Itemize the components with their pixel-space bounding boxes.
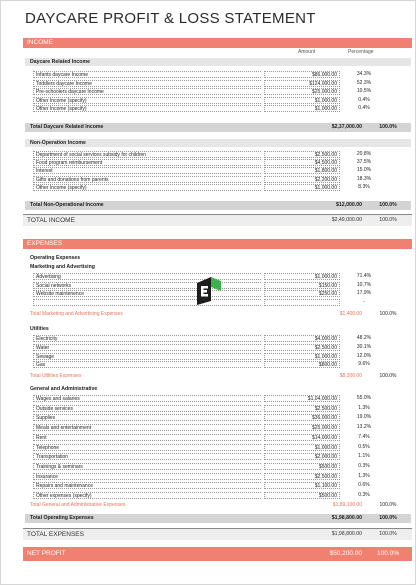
row-amount[interactable]: $2,500.00 (264, 405, 340, 412)
row-label[interactable]: Rent (33, 434, 261, 441)
total-amount: $1,89,100.00 (332, 502, 362, 508)
row-percentage: 10.7% (356, 281, 372, 288)
row-percentage: 1.1% (358, 453, 370, 460)
row-amount[interactable]: $25,000.00 (264, 424, 340, 431)
total-amount: $8,300.00 (339, 373, 362, 379)
total-income-percentage: 100.0% (379, 217, 397, 223)
row-percentage: 13.2% (356, 424, 372, 431)
row-percentage: 18.3% (356, 175, 372, 182)
total-expenses-percentage: 100.0% (379, 531, 397, 537)
row-amount[interactable]: $1,000.00 (264, 444, 340, 451)
row-amount[interactable]: $4,000.00 (264, 335, 340, 342)
row-percentage: 15.0% (356, 167, 372, 174)
marketing-heading: Marketing and Advertising (30, 264, 95, 270)
row-label[interactable]: Supplies (33, 414, 261, 421)
row-label[interactable]: Other expenses (specify) (33, 492, 261, 499)
table-row (1, 434, 416, 442)
row-percentage: 0.4% (358, 105, 370, 112)
table-row (1, 444, 416, 452)
table-row (1, 88, 416, 96)
table-row (1, 167, 416, 175)
row-label[interactable]: Meals and entertainment (33, 424, 261, 431)
utilities-heading: Utilities (30, 326, 49, 332)
total-label: Total Non-Operational Income (30, 202, 104, 208)
general-admin-heading: General and Administrative (30, 386, 98, 392)
amount-column-header: Amount (298, 49, 316, 55)
row-label[interactable]: Transportation (33, 453, 261, 460)
table-row (1, 335, 416, 343)
row-percentage: 55.0% (356, 395, 372, 401)
page-title: DAYCARE PROFIT & LOSS STATEMENT (25, 10, 316, 27)
net-profit-amount: $50,200.00 (329, 550, 362, 557)
operating-expenses-total (25, 514, 411, 523)
row-percentage: - (363, 298, 365, 305)
row-percentage: 34.3% (356, 71, 372, 77)
row-label[interactable]: Other Income (specify) (33, 97, 261, 104)
table-row (1, 453, 416, 461)
table-row (1, 184, 416, 192)
row-percentage: 52.3% (356, 79, 372, 86)
row-amount[interactable]: $800.00 (264, 361, 340, 368)
table-row (1, 176, 416, 184)
row-amount[interactable]: $150.00 (264, 282, 340, 289)
row-label[interactable]: Outside services (33, 405, 261, 412)
table-row (1, 151, 416, 159)
row-amount[interactable]: $14,000.00 (264, 434, 340, 441)
row-amount[interactable]: $1,000.00 (264, 353, 340, 360)
total-income-row (23, 214, 412, 226)
row-amount[interactable]: $1,04,000.00 (264, 395, 340, 402)
row-label[interactable]: Repairs and maintenance (33, 482, 261, 489)
total-label: Total Utilities Expenses (30, 373, 82, 379)
row-label[interactable]: Infants daycare Income (33, 71, 261, 78)
row-label[interactable]: Trainings & seminars (33, 463, 261, 470)
total-label: Total Marketing and Advertising Expenses (30, 311, 123, 317)
row-label[interactable]: Advertising (33, 273, 261, 280)
row-label[interactable]: Electricity (33, 335, 261, 342)
row-amount[interactable]: $2,500.00 (264, 473, 340, 480)
total-expenses-label: TOTAL EXPENSES (27, 531, 84, 538)
row-amount[interactable] (264, 299, 340, 306)
row-label[interactable]: Sewage (33, 353, 261, 360)
row-percentage: 10.5% (356, 88, 372, 95)
marketing-total (25, 310, 411, 318)
row-amount[interactable]: $250.00 (264, 290, 340, 297)
row-label[interactable]: Pre-schoolers daycare Income (33, 88, 261, 95)
row-percentage: 0.3% (358, 492, 370, 498)
table-row (1, 424, 416, 432)
row-amount[interactable]: $1,000.00 (264, 273, 340, 280)
table-row (1, 71, 416, 79)
row-percentage: 0.4% (358, 96, 370, 103)
row-amount[interactable]: $86,000.00 (264, 71, 340, 78)
row-label[interactable]: Water (33, 344, 261, 351)
table-row (1, 414, 416, 422)
percentage-column-header: Percentage (348, 49, 374, 55)
row-amount[interactable]: $36,000.00 (264, 414, 340, 421)
row-label[interactable]: Other Income (specify) (33, 184, 261, 191)
row-label[interactable]: Department of social services subsidy for children (33, 151, 261, 158)
daycare-income-heading: Daycare Related Income (25, 58, 411, 66)
total-label: Total General and Administrative Expenses (30, 502, 126, 508)
row-percentage: 30.1% (356, 343, 372, 350)
total-percentage: 100.0% (379, 124, 397, 130)
row-amount[interactable]: $1,000.00 (264, 105, 340, 112)
row-label[interactable] (33, 299, 261, 306)
row-amount[interactable]: $1,100.00 (264, 482, 340, 489)
row-label[interactable]: Gas (33, 361, 261, 368)
table-row (1, 473, 416, 481)
row-percentage: 71.4% (356, 273, 372, 279)
row-percentage: 19.0% (356, 414, 372, 421)
row-label[interactable]: Food program reimbursement (33, 159, 261, 166)
row-label[interactable]: Social networks (33, 282, 261, 289)
row-percentage: 1.3% (358, 404, 370, 411)
row-amount[interactable]: $2,000.00 (264, 453, 340, 460)
operating-expenses-heading: Operating Expenses (30, 255, 81, 261)
row-percentage: 37.5% (356, 159, 372, 166)
row-label[interactable]: Other Income (specify) (33, 105, 261, 112)
row-amount[interactable]: $124,000.00 (264, 80, 340, 87)
row-percentage: 12.0% (356, 352, 372, 359)
total-label: Total Operating Expenses (30, 515, 94, 521)
row-percentage: 9.6% (358, 361, 370, 368)
total-percentage: 100.0% (379, 202, 397, 208)
total-income-amount: $2,49,000.00 (331, 217, 362, 223)
net-profit-label: NET PROFIT (27, 550, 66, 557)
row-percentage: 20.8% (356, 151, 372, 157)
brand-logo-icon (191, 277, 225, 305)
row-label[interactable]: Insurance (33, 473, 261, 480)
row-percentage: 8.3% (358, 183, 370, 190)
row-amount[interactable]: $1,800.00 (264, 167, 340, 174)
total-percentage: 100.0% (379, 502, 397, 508)
row-amount[interactable]: $500.00 (264, 463, 340, 470)
general-admin-total (25, 501, 411, 509)
row-label[interactable]: Wages and salaries (33, 395, 261, 402)
table-row (1, 405, 416, 413)
total-percentage: 100.0% (379, 373, 397, 379)
total-label: Total Daycare Related Income (30, 124, 104, 130)
row-label[interactable]: Interest (33, 167, 261, 174)
row-label[interactable]: Website maintenence (33, 290, 261, 297)
row-percentage: 0.5% (358, 443, 370, 450)
row-label[interactable]: Gifts and donations from parents (33, 176, 261, 183)
total-income-label: TOTAL INCOME (27, 217, 75, 224)
row-label[interactable]: Telephone (33, 444, 261, 451)
row-amount[interactable]: $2,500.00 (264, 344, 340, 351)
expenses-header: EXPENSES (23, 239, 412, 249)
total-percentage: 100.0% (379, 311, 397, 317)
total-amount: $2,37,000.00 (331, 124, 362, 130)
table-row (1, 159, 416, 167)
row-percentage: 48.2% (356, 335, 372, 341)
total-amount: $12,000.00 (336, 202, 362, 208)
total-amount: $1,400.00 (339, 311, 362, 317)
table-row (1, 80, 416, 88)
table-row (1, 97, 416, 105)
daycare-income-total (25, 123, 411, 132)
table-row (1, 492, 416, 500)
row-percentage: 17.9% (356, 290, 372, 296)
net-profit-percentage: 100.0% (376, 550, 400, 557)
row-percentage: 0.3% (358, 462, 370, 469)
row-percentage: 1.3% (358, 472, 370, 479)
table-row (1, 361, 416, 369)
row-amount[interactable]: $1,000.00 (264, 184, 340, 191)
row-label[interactable]: Toddlers daycare Income (33, 80, 261, 87)
row-amount[interactable]: $4,500.00 (264, 159, 340, 166)
total-expenses-amount: $1,98,800.00 (331, 531, 362, 537)
table-row (1, 395, 416, 403)
row-amount[interactable]: $500.00 (264, 492, 340, 499)
table-row (1, 482, 416, 490)
net-profit-row (23, 547, 412, 561)
row-amount[interactable]: $1,000.00 (264, 97, 340, 104)
table-row (1, 353, 416, 361)
total-expenses-row (23, 528, 412, 540)
table-row (1, 344, 416, 352)
nonop-income-heading: Non-Operation Income (25, 139, 411, 147)
row-amount[interactable]: $25,000.00 (264, 88, 340, 95)
total-amount: $1,98,800.00 (331, 515, 362, 521)
income-header: INCOME (23, 38, 412, 48)
row-percentage: 7.4% (358, 433, 370, 440)
table-row (1, 463, 416, 471)
utilities-total (25, 372, 411, 380)
total-percentage: 100.0% (379, 515, 397, 521)
table-row (1, 105, 416, 113)
row-percentage: 0.6% (358, 482, 370, 489)
nonop-income-total (25, 201, 411, 210)
row-amount[interactable]: $2,500.00 (264, 151, 340, 158)
row-amount[interactable]: $2,200.00 (264, 176, 340, 183)
